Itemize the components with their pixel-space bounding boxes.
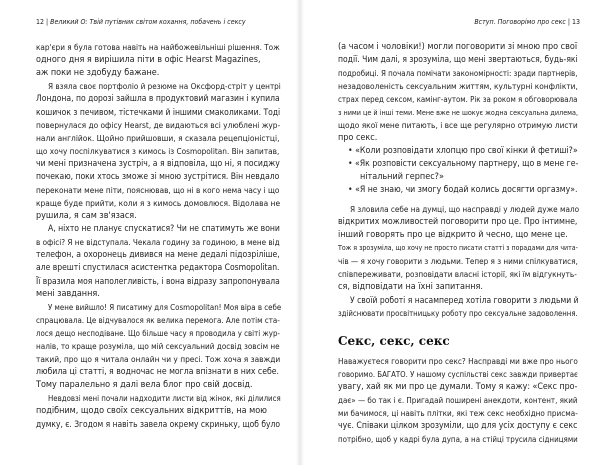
text-line: Тому паралельно я далі вела блог про свій досвід. xyxy=(36,380,253,390)
text-line: увагу, хай як ми про це думали. Тому я кажу: «Секс про- xyxy=(338,382,578,392)
bullet-item: • «Коли розповідати хлопцю про свої кінки й фетиші?» xyxy=(348,146,578,156)
text-line: повернулася до офісу Hearst, де видаються всі улюблені жур- xyxy=(36,120,281,130)
text-line: з ними це й інші теми. Мене вже не шокує жодна сексуальна дилема, xyxy=(338,108,579,117)
text-line: одного дня я вирішила піти в офіс Hearst Magazines, xyxy=(36,55,261,65)
text-line: налів, то краще розуміла, що мій сексуальний досвід зовсім не xyxy=(36,341,280,351)
bullet-item-continuation: нітальний герпес?» xyxy=(360,172,444,182)
text-line: ми бачимося, ці навіть плітки, які теж секс необхідно присма- xyxy=(338,408,578,418)
header-separator: | xyxy=(567,18,570,26)
text-line: щодо якої мене питають, і все ще регулярно отримую листи xyxy=(338,120,578,130)
text-line: такий, про що я читала онлайн чи у пресі. Тож хоча я завжди xyxy=(36,354,281,364)
text-line: дає» — бо так і є. Пригадай поширені анекдоти, контент, який xyxy=(338,396,578,405)
text-line: події. Чим далі, я зрозуміла, що мені звертаються, будь-які xyxy=(338,55,578,65)
text-line: ся, відповідати на їхні запитання. xyxy=(338,282,483,292)
right-page-number: 13 xyxy=(571,18,580,26)
text-line: У своїй роботі я насамперед хотіла говорити з людьми й xyxy=(350,295,579,305)
text-line: говоримо. БАГАТО. У нашому суспільстві секс завжди привертає xyxy=(338,370,578,379)
right-page xyxy=(300,0,600,465)
text-line: думку, є. Згодом я навіть завела окрему скриньку, щоб було xyxy=(36,419,280,429)
left-page-text xyxy=(36,41,280,431)
text-line: Невдовзі мені почали надходити листи від жінок, які ділилися xyxy=(48,394,281,403)
text-line: краще буде прийти, коли я з кимось домовлюся. Відолава не xyxy=(36,198,281,208)
right-running-header xyxy=(474,18,580,27)
text-line: відкритих можливостей поговорити про це. Про інтимне, xyxy=(338,217,578,227)
text-line: Тож я зрозуміла, що хочу не просто писати статті з порадами для чита- xyxy=(338,244,578,252)
text-line: про секс. xyxy=(338,133,378,143)
text-line: (а часом і чоловіки!) могли поговорити зі мною про свої xyxy=(338,42,578,52)
text-line: здійснювати просвітницьку роботу про сексуальне задоволення. xyxy=(338,309,578,318)
text-line: подібним, щодо своїх сексуальних відкриттів, на мою xyxy=(36,406,267,416)
text-line: нали англійок. Щойно прийшовши, я сказала рецепціоністці, xyxy=(36,133,280,143)
left-page-number: 12 xyxy=(36,18,45,26)
text-line: чів — я хочу говорити з людьми. Тепер я з ними спілкуватися, xyxy=(338,256,578,266)
text-line: любила ці статті, я водночас не могла впізнати в них себе. xyxy=(36,367,279,377)
text-line: почекаю, поки хтось зможе зі мною зустрітися. Він невдало xyxy=(36,172,280,182)
text-line: чує. Співаки цілком зрозуміли, що для усіх доступу є секс xyxy=(338,421,578,431)
text-line: лося дещо несподіване. Що більше часу я проводила у світі жур- xyxy=(36,329,280,338)
header-separator: | xyxy=(46,18,49,26)
text-line: потрібно, щоб у кадрі була дупа, а на стійці трусила сідницями xyxy=(338,435,578,444)
text-line: що хочу поспілкуватися з кимось із Cosmopolitan. Він запитав, xyxy=(36,146,280,156)
running-head-chapter: Вступ. Поговорімо про секс xyxy=(474,18,566,26)
text-line: Наважуєтеся говорити про секс? Насправді ми вже про нього xyxy=(338,356,578,366)
running-head-author: Великий О: xyxy=(50,18,88,26)
text-line: незадоволеність сексуальним життям, культурні конфлікти, xyxy=(338,81,578,91)
text-line: телефон, а охоронець дивився на мене дедалі підозріліше, xyxy=(36,250,280,260)
text-line: аж поки не здобуду бажане. xyxy=(36,68,160,78)
text-line: переконати мене піти, пояснював, що ні в кого нема часу і що xyxy=(36,185,280,195)
text-line: мені завдання. xyxy=(36,289,100,299)
text-line: чи мені призначена зустріч, а я відповіла, що ні, я посиджу xyxy=(36,159,280,169)
text-line: рушила, я сам зв'язася. xyxy=(36,211,137,221)
text-line: кар'єри я була готова навіть на найбожевільніші рішення. Тож xyxy=(36,42,280,52)
running-head-title: Твій путівник світом кохання, побачень і сексу xyxy=(89,18,246,26)
bullet-item: • «Як розповісти сексуальному партнеру, що в мене ге- xyxy=(348,159,579,169)
text-line: спрацювала. Це відчувалося як велика перемога. Але потім ста- xyxy=(36,316,280,325)
heading-gap xyxy=(338,320,578,333)
text-line: подробиці. Я почала помічати закономірності: зради партнерів, xyxy=(338,69,578,78)
left-running-header xyxy=(36,18,246,27)
text-line: в офісі? Я не відступала. Чекала годину за годиною, в мене від xyxy=(36,238,280,247)
text-line: страх перед сексом, камінг-аутом. Рік за роком я обговорювала xyxy=(338,95,578,104)
text-line: інший говорять про це відкрито й чесно, що мене це. xyxy=(338,230,568,240)
text-line: Я зловила себе на думці, що насправді у людей дуже мало xyxy=(350,204,580,214)
bullet-item: • «Я не знаю, чи змогу бодай колись досягти оргазму». xyxy=(348,185,578,195)
text-line: але врешті спустилася асистентка редактора Cosmopolitan. xyxy=(36,263,280,273)
right-page-text xyxy=(338,41,578,446)
text-line: Її вразила моя наполегливість, і вона відразу запропонувала xyxy=(36,276,280,286)
text-line: У мене вийшло! Я писатиму для Cosmopolitan! Моя віра в себе xyxy=(48,303,282,312)
text-line: А, ніхто не планує спускатися? Чи не спатимуть же вони xyxy=(48,224,280,234)
section-heading: Секс, секс, секс xyxy=(338,334,450,348)
text-line: співпереживати, розповідати власні історії, які їм відгукнуть- xyxy=(338,269,577,279)
text-line: Лондона, по дорозі зайшла в продуктовий магазин і купила xyxy=(36,94,280,104)
text-line: кошичок з печивом, тістечками й іншими смаколиками. Тоді xyxy=(36,107,281,117)
text-line: Я взяла своє портфоліо й резюме на Оксфорд-стріт у центрі xyxy=(48,81,281,91)
